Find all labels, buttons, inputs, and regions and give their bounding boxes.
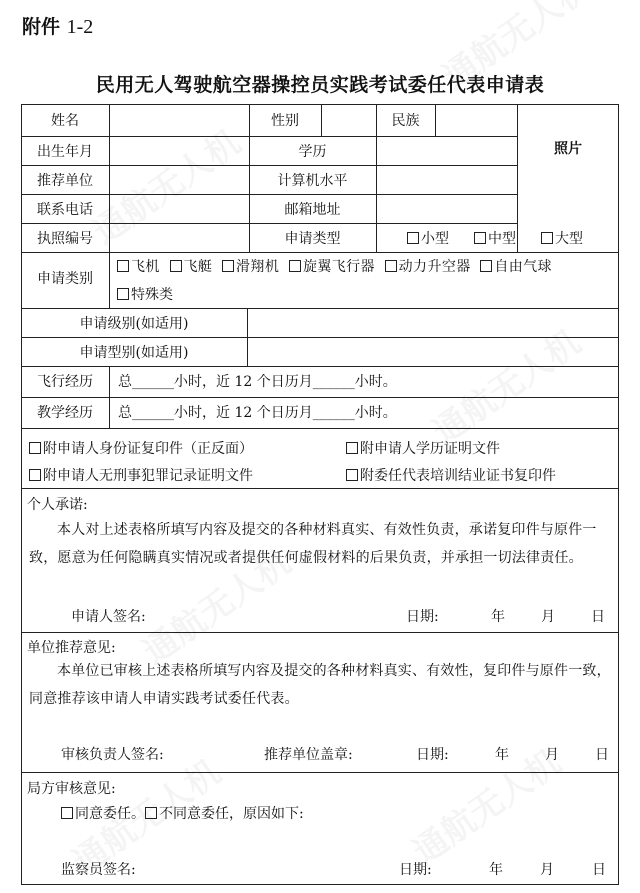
- photo-label: 照片: [554, 141, 582, 157]
- category-option-airship[interactable]: 飞艇: [170, 259, 213, 275]
- rule: [517, 104, 518, 252]
- reviewer-signature-label: 审核负责人签名:: [61, 747, 164, 763]
- personal-commitment-text: 本人对上述表格所填写内容及提交的各种材料真实、有效性负责，承诺复印件与原件一致，愿意为任何隐瞒真实情况或者提供任何虚假材料的后果负责，并承担一切法律责任。: [29, 522, 597, 566]
- checkbox[interactable]: [29, 442, 41, 454]
- unit-recommendation-text: 本单位已审核上述表格所填写内容及提交的各种材料真实、有效性，复印件与原件一致，同意推荐该申请人申请实践考试委任代表。: [29, 663, 611, 707]
- applicant-month-label: 月: [541, 609, 555, 625]
- checkbox[interactable]: [346, 442, 358, 454]
- bureau-review-options: [61, 805, 304, 823]
- size-option-small[interactable]: 小型: [407, 230, 449, 248]
- application-type-label: 申请类型: [284, 231, 341, 247]
- rule: [21, 366, 619, 367]
- checkbox[interactable]: [289, 260, 301, 272]
- checkbox[interactable]: [222, 260, 234, 272]
- unit-month-label: 月: [545, 747, 559, 763]
- rule: [21, 136, 517, 137]
- level-label: 申请级别(如适用): [79, 316, 189, 332]
- computer-level-label: 计算机水平: [277, 173, 348, 189]
- teaching-experience-label: 教学经历: [37, 405, 93, 421]
- checkbox[interactable]: [145, 807, 157, 819]
- unit-year-label: 年: [495, 747, 509, 763]
- checkbox[interactable]: [385, 260, 397, 272]
- checkbox[interactable]: [117, 288, 129, 300]
- personal-commitment-label: 个人承诺:: [27, 497, 88, 513]
- application-form: [21, 104, 619, 885]
- category-option-rotorcraft[interactable]: 旋翼飞行器: [289, 259, 375, 275]
- rule: [21, 165, 517, 166]
- category-option-powered-lift[interactable]: 动力升空器: [385, 259, 471, 275]
- rule: [21, 194, 517, 195]
- rule: [21, 632, 619, 633]
- border-top: [21, 104, 619, 105]
- recommending-unit-label: 推荐单位: [37, 173, 93, 189]
- education-label: 学历: [298, 144, 327, 160]
- flight-experience-label: 飞行经历: [37, 374, 93, 390]
- ethnicity-label: 民族: [391, 113, 420, 129]
- unit-date-label: 日期:: [416, 747, 449, 763]
- applicant-date-label: 日期:: [406, 609, 439, 625]
- rule: [109, 366, 110, 428]
- size-option-medium[interactable]: 中型: [474, 230, 516, 248]
- checkbox[interactable]: [170, 260, 182, 272]
- form-title: 民用无人驾驶航空器操控员实践考试委任代表申请表: [95, 74, 545, 96]
- unit-day-label: 日: [595, 747, 609, 763]
- attachment-id-copy[interactable]: 附申请人身份证复印件（正反面）: [29, 440, 253, 458]
- border-left: [21, 104, 22, 885]
- rule: [21, 337, 619, 338]
- attachment-label: 附件 1-2: [22, 16, 94, 38]
- rule: [21, 488, 619, 489]
- applicant-signature-label: 申请人签名:: [71, 609, 146, 625]
- model-label: 申请型别(如适用): [79, 345, 189, 361]
- name-label: 姓名: [51, 113, 79, 129]
- rule: [435, 104, 436, 136]
- checkbox[interactable]: [346, 469, 358, 481]
- category-option-special[interactable]: 特殊类: [117, 286, 173, 304]
- rule: [109, 252, 110, 308]
- applicant-year-label: 年: [491, 609, 505, 625]
- postal-address-label: 邮箱地址: [284, 202, 341, 218]
- bureau-month-label: 月: [540, 862, 554, 878]
- category-option-glider[interactable]: 滑翔机: [222, 259, 279, 275]
- unit-seal-label: 推荐单位盖章:: [264, 747, 353, 763]
- unit-recommendation-label: 单位推荐意见:: [27, 640, 116, 656]
- bureau-review-label: 局方审核意见:: [27, 781, 116, 797]
- bureau-year-label: 年: [489, 862, 503, 878]
- rule: [21, 308, 619, 309]
- category-option-airplane[interactable]: 飞机: [117, 259, 160, 275]
- rule: [21, 772, 619, 773]
- size-option-large[interactable]: 大型: [541, 230, 583, 248]
- checkbox[interactable]: [117, 260, 129, 272]
- license-number-label: 执照编号: [37, 231, 93, 247]
- teaching-experience-text: 总______小时，近 12 个日历月______小时。: [118, 405, 397, 421]
- checkbox[interactable]: [541, 232, 553, 244]
- attachment-training-certificate[interactable]: 附委任代表培训结业证书复印件: [346, 467, 556, 485]
- checkbox[interactable]: [407, 232, 419, 244]
- attachment-no-criminal-record[interactable]: 附申请人无刑事犯罪记录证明文件: [29, 467, 253, 485]
- category-option-free-balloon[interactable]: 自由气球: [480, 259, 552, 275]
- border-bottom: [21, 884, 619, 885]
- checkbox[interactable]: [480, 260, 492, 272]
- rule: [109, 104, 110, 252]
- attachment-education[interactable]: 附申请人学历证明文件: [346, 440, 500, 458]
- rule: [21, 252, 619, 253]
- phone-label: 联系电话: [37, 202, 93, 218]
- birth-date-label: 出生年月: [37, 144, 93, 160]
- agree-option[interactable]: 同意委任。: [61, 806, 145, 822]
- rule: [21, 428, 619, 429]
- rule: [321, 104, 322, 136]
- rule: [21, 223, 517, 224]
- rule: [21, 397, 619, 398]
- bureau-date-label: 日期:: [399, 862, 432, 878]
- flight-experience-text: 总______小时，近 12 个日历月______小时。: [118, 374, 397, 390]
- applicant-day-label: 日: [591, 609, 605, 625]
- rule: [247, 308, 248, 366]
- bureau-day-label: 日: [592, 862, 606, 878]
- gender-label: 性别: [271, 113, 299, 129]
- checkbox[interactable]: [61, 807, 73, 819]
- category-options: [117, 258, 552, 276]
- category-label: 申请类别: [37, 271, 93, 287]
- disagree-option[interactable]: 不同意委任，原因如下:: [145, 806, 304, 822]
- inspector-signature-label: 监察员签名:: [61, 862, 136, 878]
- border-right: [618, 104, 619, 885]
- checkbox[interactable]: [29, 469, 41, 481]
- checkbox[interactable]: [474, 232, 486, 244]
